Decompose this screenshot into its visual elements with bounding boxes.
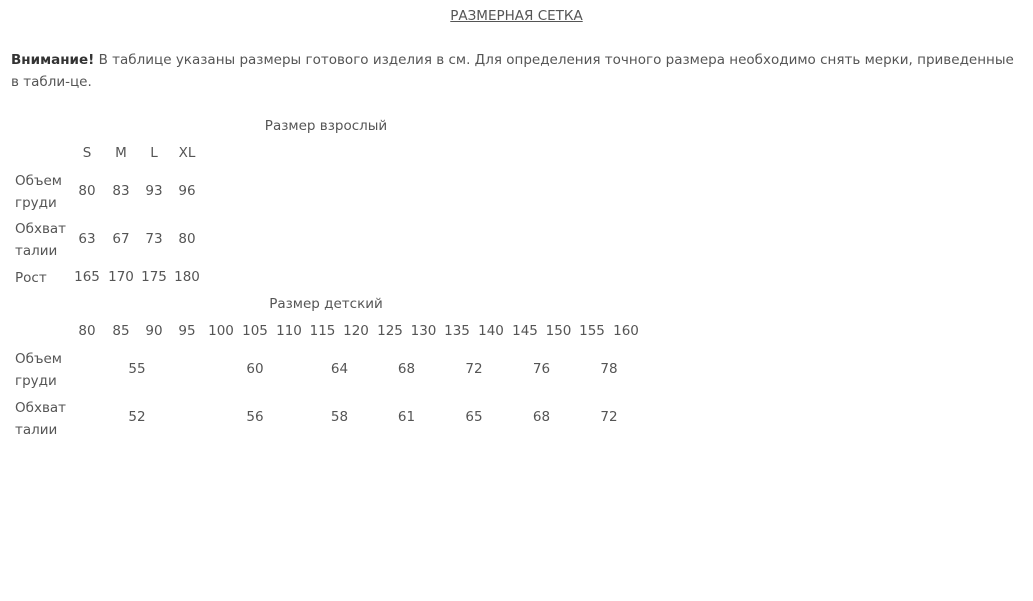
- child-height-header: 105: [242, 323, 268, 339]
- table-cell: 55: [128, 361, 146, 377]
- child-caption: Размер детский: [269, 296, 383, 312]
- child-height-header: 150: [545, 323, 572, 339]
- child-height-header: 130: [410, 323, 437, 339]
- table-cell: 76: [532, 361, 551, 377]
- adult-size-header: S: [82, 145, 92, 161]
- child-height-header: 85: [112, 323, 130, 339]
- table-cell: 78: [600, 361, 618, 377]
- table-cell: 170: [108, 269, 134, 285]
- child-height-header: 110: [276, 323, 302, 339]
- table-cell: 65: [465, 409, 483, 425]
- child-height-header: 100: [208, 323, 234, 339]
- child-height-header: 140: [478, 323, 504, 339]
- page-title: РАЗМЕРНАЯ СЕТКА: [450, 8, 583, 24]
- table-cell: 80: [178, 231, 196, 247]
- table-cell: 175: [141, 269, 167, 285]
- table-cell: 58: [330, 409, 349, 425]
- row-label: Рост: [15, 270, 47, 286]
- table-cell: 67: [112, 231, 130, 247]
- row-label: Объем груди: [15, 173, 62, 211]
- child-height-header: 95: [178, 323, 196, 339]
- table-cell: 165: [74, 269, 100, 285]
- child-height-header: 80: [78, 323, 96, 339]
- adult-size-header: L: [150, 145, 158, 161]
- row-label: Обхват талии: [15, 400, 67, 438]
- table-cell: 61: [397, 409, 416, 425]
- table-cell: 68: [397, 361, 416, 377]
- table-cell: 96: [178, 183, 196, 199]
- child-height-header: 120: [343, 323, 369, 339]
- child-height-header: 160: [613, 323, 639, 339]
- table-cell: 72: [465, 361, 483, 377]
- row-label: Обхват талии: [15, 221, 67, 259]
- child-height-header: 135: [444, 323, 470, 339]
- table-cell: 63: [78, 231, 96, 247]
- attention-note: [11, 49, 1016, 93]
- table-cell: 83: [112, 183, 130, 199]
- adult-size-header: XL: [178, 145, 196, 161]
- attention-label: Внимание!: [11, 52, 95, 68]
- table-cell: 56: [246, 409, 264, 425]
- table-cell: 60: [246, 361, 264, 377]
- adult-caption: Размер взрослый: [264, 118, 388, 134]
- child-height-header: 90: [145, 323, 163, 339]
- child-height-header: 125: [377, 323, 403, 339]
- table-cell: 72: [600, 409, 618, 425]
- table-cell: 80: [78, 183, 96, 199]
- adult-size-header: M: [115, 145, 127, 161]
- child-height-header: 145: [512, 323, 538, 339]
- table-cell: 180: [174, 269, 200, 285]
- row-label: Объем груди: [15, 351, 62, 389]
- attention-text: В таблице указаны размеры готового изделия в см. Для определения точного размера необходимо снять мерки, приведенные в табли-це.: [11, 52, 1014, 90]
- child-height-header: 155: [579, 323, 605, 339]
- table-cell: 93: [145, 183, 163, 199]
- table-cell: 52: [128, 409, 146, 425]
- table-cell: 68: [532, 409, 551, 425]
- child-height-header: 115: [309, 323, 336, 339]
- table-cell: 64: [330, 361, 349, 377]
- table-cell: 73: [145, 231, 163, 247]
